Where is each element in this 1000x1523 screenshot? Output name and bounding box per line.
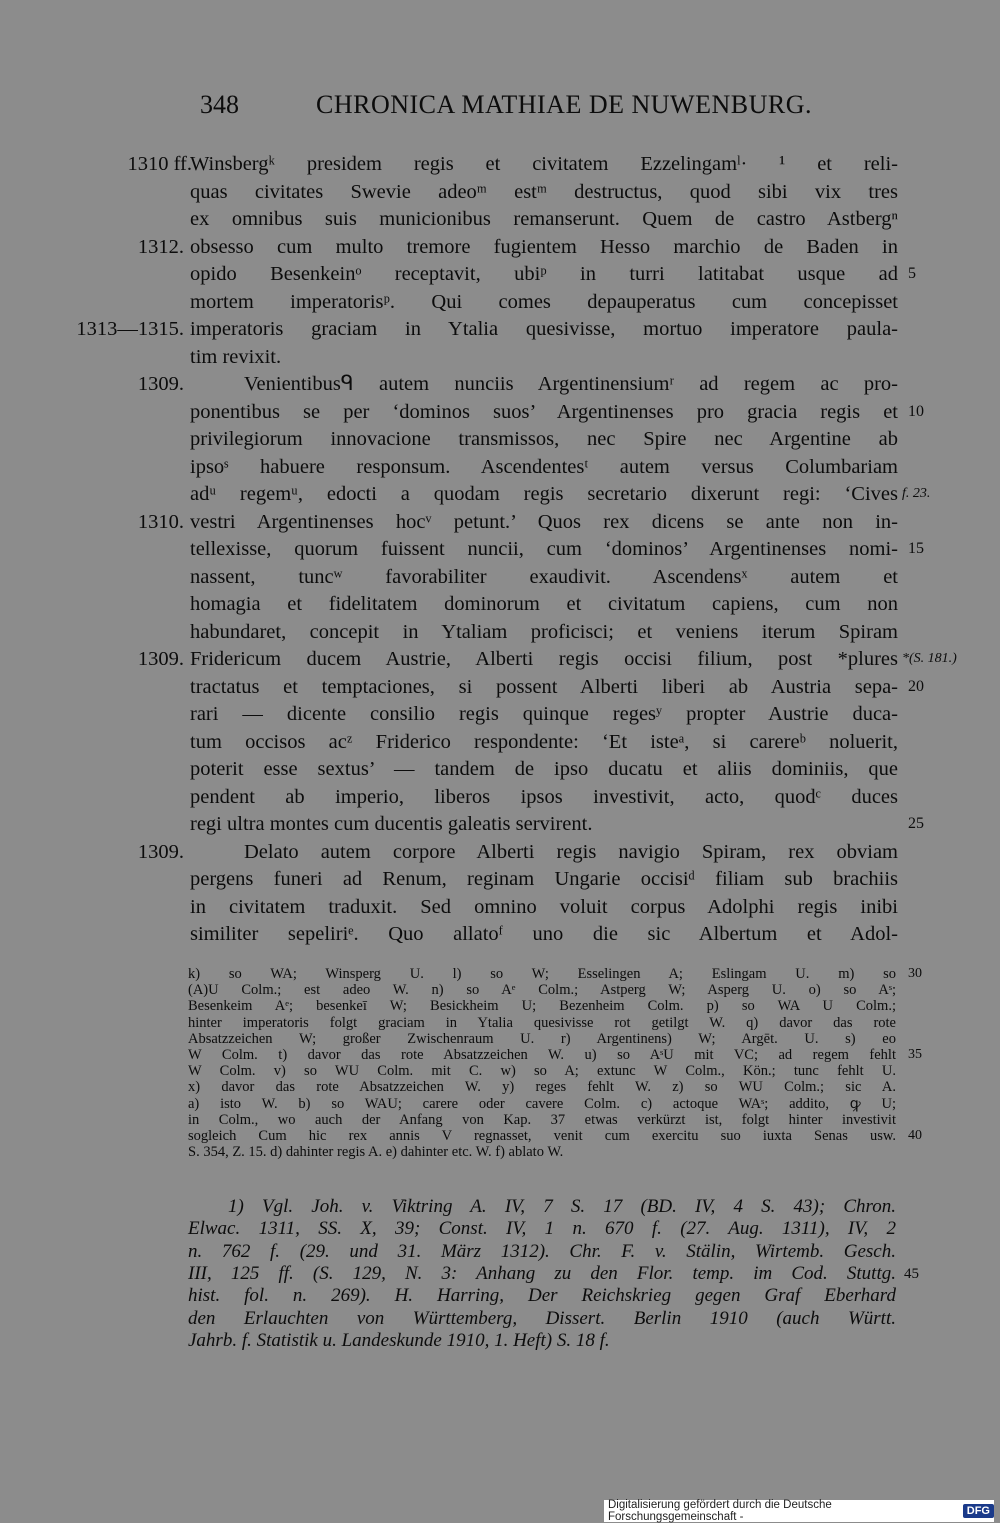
margin-date: 1309. xyxy=(137,373,184,395)
text-line: similiter sepeliriᵉ. Quo allatoᶠ uno die sic Albertum et Adol- xyxy=(190,923,898,945)
text-line: pendent ab imperio, liberos ipsos investivit, acto, quodᶜ duces xyxy=(190,785,898,808)
line-number: 5 xyxy=(908,265,916,282)
text-line: regi ultra montes cum ducentis galeatis servirent. xyxy=(190,813,593,835)
text-line: Venientibusᑫ autem nunciis Argentinensiumʳ ad regem ac pro- xyxy=(244,373,898,395)
text-line: quas civitates Swevie adeoᵐ estᵐ destructus, quod sibi vix tres xyxy=(190,180,898,203)
margin-date: 1309. xyxy=(137,840,184,863)
apparatus-line: S. 354, Z. 15. d) dahinter regis A. e) dahinter etc. W. f) ablato W. xyxy=(188,1144,564,1161)
footnote-line: Elwac. 1311, SS. X, 39; Const. IV, 1 n. 670 f. (27. Aug. 1311), IV, 2 xyxy=(188,1218,896,1240)
apparatus-line: a) isto W. b) so WAU; carere oder cavere Colm. c) actoque WAˢ; addito, ꝙ U; xyxy=(188,1095,896,1112)
line-number: 30 xyxy=(908,966,922,981)
line-number: 15 xyxy=(908,540,924,557)
text-line: Winsbergᵏ presidem regis et civitatem Ezzelingamˡ· ¹ et reli- xyxy=(190,153,898,175)
text-line: vestri Argentinenses hocᵛ petunt.’ Quos rex dicens se ante non in- xyxy=(190,510,898,533)
text-line: rari — dicente consilio regis quinque regesʸ propter Austrie duca- xyxy=(190,703,898,725)
apparatus-line: Absatzzeichen W; großer Zwischenraum U. r) Argentinens) W; Argēt. U. s) eo xyxy=(188,1030,896,1047)
apparatus-line: hinter imperatoris folgt graciam in Ytalia quesivisse rot getilgt W. q) davor das rote xyxy=(188,1014,896,1031)
line-number: 40 xyxy=(908,1128,922,1143)
text-line: homagia et fidelitatem dominorum et civitatum capiens, cum non xyxy=(190,593,898,615)
margin-note: f. 23. xyxy=(902,486,931,501)
apparatus-line: (A)U Colm.; est adeo W. n) so Aᵉ Colm.; Astperg W; Asperg U. o) so Aˢ; xyxy=(188,982,896,999)
footer-credit xyxy=(604,1500,994,1522)
text-line: tractatus et temptaciones, si possent Alberti liberi ab Austria sepa- xyxy=(190,675,898,698)
apparatus-line: k) so WA; Winsperg U. l) so W; Esselingen A; Eslingam U. m) so xyxy=(188,966,896,982)
footer-text: Digitalisierung gefördert durch die Deutsche Forschungsgemeinschaft - xyxy=(608,1499,832,1523)
dfg-logo-icon: DFG xyxy=(963,1504,994,1518)
text-line: Fridericum ducem Austrie, Alberti regis occisi filium, post *plures xyxy=(190,648,898,670)
text-line: habundaret, concepit in Ytaliam proficisci; et veniens iterum Spiram xyxy=(190,620,898,643)
text-line: privilegiorum innovacione transmissos, nec Spire nec Argentine ab xyxy=(190,428,898,450)
text-line: tum occisos acᶻ Friderico respondente: ‘Et isteᵃ, si carereᵇ noluerit, xyxy=(190,730,898,753)
line-number: 25 xyxy=(908,815,924,832)
apparatus-line: W Colm. v) so WU Colm. mit C. w) so A; extunc W Colm., Kön.; tunc fehlt U. xyxy=(188,1063,896,1080)
text-line: tellexisse, quorum fuissent nuncii, cum ‘dominos’ Argentinenses nomi- xyxy=(190,538,898,560)
text-line: obsesso cum multo tremore fugientem Hesso marchio de Baden in xyxy=(190,235,898,258)
footnote-line: den Erlauchten von Württemberg, Dissert. Berlin 1910 (auch Württ. xyxy=(188,1307,896,1329)
text-line: imperatoris graciam in Ytalia quesivisse, mortuo imperatore paula- xyxy=(190,318,898,340)
margin-date: 1310. xyxy=(137,510,184,533)
apparatus-line: x) davor das rote Absatzzeichen W. y) reges fehlt W. z) so WU Colm.; sic A. xyxy=(188,1079,896,1096)
footnote-line: III, 125 ff. (S. 129, N. 3: Anhang zu den Flor. temp. im Cod. Stuttg. xyxy=(188,1262,896,1284)
margin-note: *(S. 181.) xyxy=(902,651,957,666)
text-line: nassent, tuncʷ favorabiliter exaudivit. Ascendensˣ autem et xyxy=(190,565,898,588)
text-line: mortem imperatorisᵖ. Qui comes depauperatus cum concepisset xyxy=(190,290,898,313)
text-line: opido Besenkeinᵒ receptavit, ubiᵖ in turri latitabat usque ad xyxy=(190,263,898,285)
line-number: 35 xyxy=(908,1047,922,1062)
page-number: 348 xyxy=(200,90,239,119)
text-line: tim revixit. xyxy=(190,345,282,368)
line-number: 20 xyxy=(908,677,924,695)
text-line: Delato autem corpore Alberti regis navigio Spiram, rex obviam xyxy=(244,840,898,863)
footnote-line: hist. fol. n. 269). H. Harring, Der Reichskrieg gegen Graf Eberhard xyxy=(188,1285,896,1307)
running-title: CHRONICA MATHIAE DE NUWENBURG. xyxy=(316,90,812,119)
apparatus-line: Besenkeim Aᵉ; besenkeī W; Besickheim U; Bezenheim Colm. p) so WA U Colm.; xyxy=(188,998,896,1015)
apparatus-line: W Colm. t) davor das rote Absatzzeichen W. u) so AˢU mit VC; ad regem fehlt xyxy=(188,1047,896,1063)
margin-date: 1313—1315. xyxy=(76,318,184,340)
footnote-line: Jahrb. f. Statistik u. Landeskunde 1910, 1. Heft) S. 18 f. xyxy=(188,1329,610,1351)
line-number: 10 xyxy=(908,402,924,420)
text-line: ipsoˢ habuere responsum. Ascendentesᵗ autem versus Columbariam xyxy=(190,455,898,478)
margin-date: 1310 ff. xyxy=(127,153,192,175)
margin-date: 1312. xyxy=(137,235,184,258)
footnote-line: n. 762 f. (29. und 31. März 1312). Chr. F. v. Stälin, Wirtemb. Gesch. xyxy=(188,1240,896,1262)
line-number: 45 xyxy=(904,1265,919,1282)
margin-date: 1309. xyxy=(137,648,184,670)
apparatus-line: sogleich Cum hic rex annis V regnasset, venit cum exercitu suo iuxta Senas usw. xyxy=(188,1128,896,1144)
page-header xyxy=(0,90,1000,126)
apparatus-line: in Colm., wo auch der Anfang von Kap. 37 etwas verkürzt ist, folgt hinter investivit xyxy=(188,1111,896,1128)
footnote-line: 1) Vgl. Joh. v. Viktring A. IV, 7 S. 17 (BD. IV, 4 S. 43); Chron. xyxy=(228,1196,896,1217)
text-line: ponentibus se per ‘dominos suos’ Argentinenses pro gracia regis et xyxy=(190,400,898,423)
text-line: adᵘ regemᵘ, edocti a quodam regis secretario dixerunt regi: ‘Cives xyxy=(190,483,898,505)
text-line: ex omnibus suis municionibus remanserunt. Quem de castro Astbergⁿ xyxy=(190,208,898,230)
text-line: poterit esse sextus’ — tandem de ipso ducatu et aliis dominiis, que xyxy=(190,758,898,780)
text-line: pergens funeri ad Renum, reginam Ungarie occisiᵈ filiam sub brachiis xyxy=(190,868,898,890)
text-line: in civitatem traduxit. Sed omnino voluit corpus Adolphi regis inibi xyxy=(190,895,898,918)
